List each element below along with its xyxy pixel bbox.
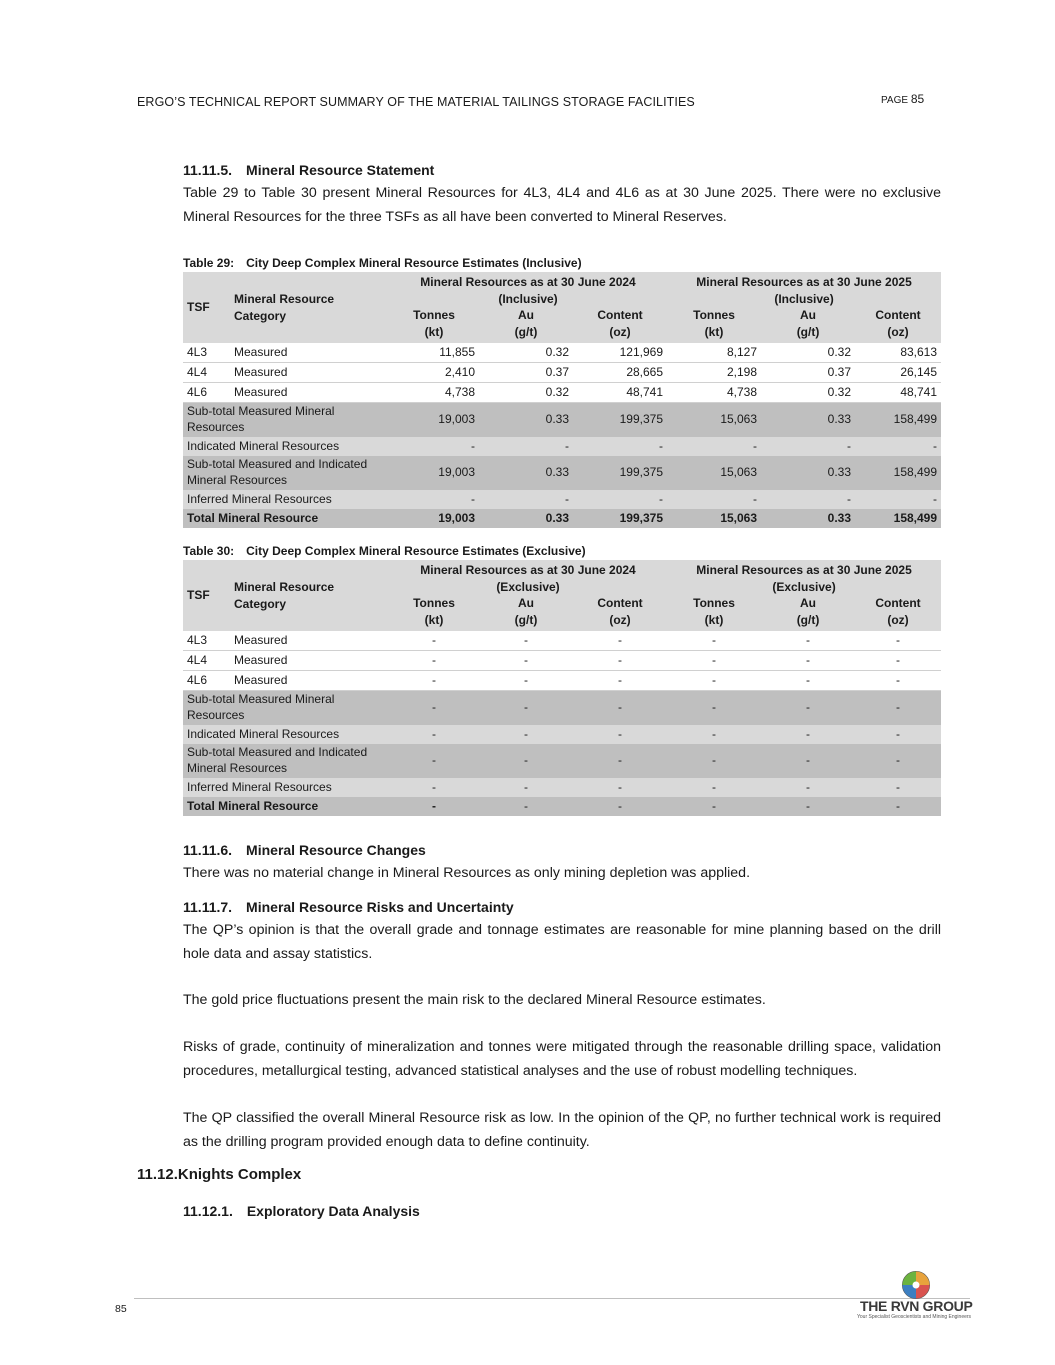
header-au: Au (761, 307, 855, 324)
cell-value: 19,003 (389, 456, 479, 490)
cell-value: 2,198 (667, 363, 761, 383)
cell-value: - (389, 797, 479, 816)
header-group-2025-line2: (Exclusive) (772, 579, 836, 594)
cell-value: - (667, 671, 761, 691)
cell-value: - (389, 744, 479, 778)
cell-value: 0.32 (479, 343, 573, 363)
cell-tsf: 4L6 (183, 383, 228, 403)
cell-label: Sub-total Measured and Indicated Mineral Resources (183, 744, 389, 778)
cell-label: Sub-total Measured Mineral Resources (183, 403, 389, 438)
page-number: 85 (910, 92, 925, 106)
cell-value: 0.32 (761, 383, 855, 403)
total-row (183, 509, 941, 528)
header-group-2024 (389, 272, 667, 307)
table-row (183, 383, 941, 403)
cell-value: 15,063 (667, 509, 761, 528)
cell-value: - (389, 691, 479, 726)
cell-value: - (389, 437, 479, 456)
cell-value: - (855, 725, 941, 744)
footer-page-number: 85 (115, 1303, 127, 1315)
cell-value: - (667, 744, 761, 778)
table-row (183, 437, 941, 456)
cell-value: 0.33 (761, 509, 855, 528)
cell-value: 0.33 (761, 456, 855, 490)
cell-label: Sub-total Measured Mineral Resources (183, 691, 389, 726)
cell-value: 28,665 (573, 363, 667, 383)
cell-value: 199,375 (573, 456, 667, 490)
table-29 (183, 272, 941, 528)
header-group-2024 (389, 560, 667, 595)
header-category (228, 560, 389, 631)
header-au: Au (761, 595, 855, 612)
header-group-2024-line2: (Exclusive) (496, 579, 560, 594)
cell-value: - (667, 797, 761, 816)
cell-value: - (479, 631, 573, 651)
cell-value: - (479, 744, 573, 778)
table-row (183, 343, 941, 363)
header-unit-oz: (oz) (855, 324, 941, 344)
total-row (183, 797, 941, 816)
header-group-2025-line1: Mineral Resources as at 30 June 2025 (696, 275, 912, 289)
cell-value: - (479, 671, 573, 691)
header-group-2025-line1: Mineral Resources as at 30 June 2025 (696, 563, 912, 577)
header-group-2024-line1: Mineral Resources as at 30 June 2024 (420, 275, 636, 289)
cell-value: 0.37 (761, 363, 855, 383)
paragraph-resource-statement: Table 29 to Table 30 present Mineral Resources for 4L3, 4L4 and 4L6 as at 30 June 2025. There were no exclusive Mineral Resources for the three TSFs as all have been converted to Mineral Reserves. (183, 185, 941, 225)
cell-tsf: 4L6 (183, 671, 228, 691)
cell-label: Total Mineral Resource (183, 797, 389, 816)
header-content: Content (855, 595, 941, 612)
cell-value: - (573, 490, 667, 509)
cell-value: 48,741 (573, 383, 667, 403)
header-group-2024-line1: Mineral Resources as at 30 June 2024 (420, 563, 636, 577)
cell-tsf: 4L3 (183, 631, 228, 651)
header-tonnes: Tonnes (389, 307, 479, 324)
table-header-row (183, 560, 941, 595)
cell-value: 0.33 (479, 509, 573, 528)
cell-value: - (573, 631, 667, 651)
table-30-caption: Table 30: City Deep Complex Mineral Resource Estimates (Exclusive) (183, 544, 586, 558)
cell-label: Inferred Mineral Resources (183, 490, 389, 509)
cell-value: 4,738 (389, 383, 479, 403)
cell-value: - (389, 671, 479, 691)
cell-value: - (761, 778, 855, 797)
cell-value: 83,613 (855, 343, 941, 363)
cell-category: Measured (228, 671, 389, 691)
table-row (183, 651, 941, 671)
cell-value: 121,969 (573, 343, 667, 363)
cell-value: - (855, 631, 941, 651)
cell-value: 158,499 (855, 456, 941, 490)
cell-value: 199,375 (573, 403, 667, 438)
cell-value: 11,855 (389, 343, 479, 363)
cell-value: - (761, 437, 855, 456)
cell-value: 0.33 (479, 456, 573, 490)
cell-value: - (479, 725, 573, 744)
cell-value: 19,003 (389, 403, 479, 438)
running-header-page (881, 92, 924, 106)
cell-value: - (479, 490, 573, 509)
cell-value: 15,063 (667, 456, 761, 490)
header-content: Content (573, 307, 667, 324)
table-row (183, 671, 941, 691)
cell-value: - (667, 631, 761, 651)
rvn-logo-icon (901, 1270, 931, 1300)
header-unit-oz: (oz) (573, 324, 667, 344)
cell-value: - (389, 778, 479, 797)
header-au: Au (479, 595, 573, 612)
rvn-logo-tagline: Your Specialist Geoscientists and Mining Engineers (857, 1314, 972, 1320)
table-29-caption: Table 29: City Deep Complex Mineral Resource Estimates (Inclusive) (183, 256, 582, 270)
header-unit-kt: (kt) (667, 324, 761, 344)
cell-category: Measured (228, 651, 389, 671)
cell-value: 158,499 (855, 509, 941, 528)
cell-value: 48,741 (855, 383, 941, 403)
header-group-2025 (667, 272, 941, 307)
cell-label: Inferred Mineral Resources (183, 778, 389, 797)
header-unit-gt: (g/t) (479, 612, 573, 632)
cell-value: - (855, 778, 941, 797)
cell-value: - (855, 651, 941, 671)
cell-tsf: 4L3 (183, 343, 228, 363)
subtotal-row (183, 691, 941, 726)
table-30 (183, 560, 941, 816)
table-row (183, 725, 941, 744)
cell-value: - (667, 725, 761, 744)
cell-value: - (761, 744, 855, 778)
cell-value: - (761, 725, 855, 744)
cell-value: - (573, 797, 667, 816)
header-tonnes: Tonnes (667, 595, 761, 612)
cell-value: 2,410 (389, 363, 479, 383)
section-heading-11-12-1: 11.12.1. Exploratory Data Analysis (183, 1203, 420, 1219)
cell-value: - (761, 671, 855, 691)
cell-value: - (573, 437, 667, 456)
cell-value: - (479, 691, 573, 726)
paragraph-risk-classification: The QP classified the overall Mineral Resource risk as low. In the opinion of the QP, no further technical work is required as the drilling program provided enough data to define continuity. (183, 1110, 941, 1150)
table-row (183, 631, 941, 651)
subtotal-row (183, 744, 941, 778)
paragraph-gold-price-risk: The gold price fluctuations present the main risk to the declared Mineral Resource estimates. (183, 992, 766, 1008)
cell-label: Indicated Mineral Resources (183, 725, 389, 744)
cell-tsf: 4L4 (183, 363, 228, 383)
cell-value: - (667, 651, 761, 671)
table-header-row (183, 272, 941, 307)
cell-tsf: 4L4 (183, 651, 228, 671)
cell-value: - (761, 651, 855, 671)
cell-value: - (667, 778, 761, 797)
section-heading-11-11-7: 11.11.7. Mineral Resource Risks and Uncertainty (183, 899, 514, 915)
paragraph-resource-changes: There was no material change in Mineral Resources as only mining depletion was applied. (183, 865, 751, 881)
cell-value: 26,145 (855, 363, 941, 383)
header-category-line2: Category (234, 596, 287, 611)
header-unit-gt: (g/t) (761, 324, 855, 344)
header-tsf: TSF (183, 272, 228, 343)
cell-value: 4,738 (667, 383, 761, 403)
cell-value: - (573, 671, 667, 691)
cell-value: 0.32 (761, 343, 855, 363)
cell-value: - (573, 778, 667, 797)
cell-value: - (573, 744, 667, 778)
header-content: Content (573, 595, 667, 612)
cell-value: - (855, 671, 941, 691)
table-row (183, 363, 941, 383)
header-category-line1: Mineral Resource (234, 292, 335, 306)
section-heading-11-11-5: 11.11.5. Mineral Resource Statement (183, 162, 435, 178)
cell-value: - (573, 725, 667, 744)
header-tonnes: Tonnes (667, 307, 761, 324)
cell-value: - (667, 490, 761, 509)
cell-value: - (855, 797, 941, 816)
header-category-line2: Category (234, 308, 287, 323)
cell-value: 0.33 (761, 403, 855, 438)
header-unit-kt: (kt) (389, 324, 479, 344)
section-heading-11-11-6: 11.11.6. Mineral Resource Changes (183, 842, 426, 858)
subtotal-row (183, 456, 941, 490)
table-row (183, 490, 941, 509)
cell-value: - (761, 691, 855, 726)
header-unit-gt: (g/t) (761, 612, 855, 632)
cell-value: 0.37 (479, 363, 573, 383)
header-category-line1: Mineral Resource (234, 580, 335, 594)
cell-value: - (389, 725, 479, 744)
cell-label: Indicated Mineral Resources (183, 437, 389, 456)
header-content: Content (855, 307, 941, 324)
cell-value: 15,063 (667, 403, 761, 438)
cell-value: - (855, 437, 941, 456)
header-unit-oz: (oz) (855, 612, 941, 632)
header-au: Au (479, 307, 573, 324)
running-header-title: ERGO’S TECHNICAL REPORT SUMMARY OF THE MATERIAL TAILINGS STORAGE FACILITIES (137, 95, 695, 109)
cell-value: - (761, 631, 855, 651)
cell-value: - (389, 490, 479, 509)
section-heading-11-12: 11.12.Knights Complex (137, 1166, 302, 1183)
cell-value: - (855, 744, 941, 778)
cell-value: - (479, 778, 573, 797)
paragraph-risk-mitigation: Risks of grade, continuity of mineralization and tonnes were mitigated through the reasonable drilling space, validation procedures, metallurgical testing, advanced statistical analyses and the use of robust modelling techniques. (183, 1039, 941, 1079)
header-unit-kt: (kt) (667, 612, 761, 632)
cell-value: - (479, 797, 573, 816)
page-label: PAGE (881, 95, 909, 106)
cell-value: 0.32 (479, 383, 573, 403)
header-unit-gt: (g/t) (479, 324, 573, 344)
header-category (228, 272, 389, 343)
cell-value: - (667, 691, 761, 726)
table-row (183, 778, 941, 797)
cell-value: - (479, 651, 573, 671)
cell-value: - (855, 490, 941, 509)
cell-value: 8,127 (667, 343, 761, 363)
cell-category: Measured (228, 363, 389, 383)
cell-value: - (389, 651, 479, 671)
header-unit-oz: (oz) (573, 612, 667, 632)
cell-category: Measured (228, 631, 389, 651)
cell-value: - (479, 437, 573, 456)
cell-value: 199,375 (573, 509, 667, 528)
cell-value: - (667, 437, 761, 456)
header-group-2025 (667, 560, 941, 595)
cell-value: - (573, 651, 667, 671)
footer-divider (134, 1298, 970, 1299)
cell-category: Measured (228, 383, 389, 403)
cell-value: - (761, 797, 855, 816)
cell-value: - (573, 691, 667, 726)
rvn-logo-text: THE RVN GROUP (860, 1298, 973, 1314)
header-unit-kt: (kt) (389, 612, 479, 632)
cell-label: Total Mineral Resource (183, 509, 389, 528)
subtotal-row (183, 403, 941, 438)
cell-value: 19,003 (389, 509, 479, 528)
header-tonnes: Tonnes (389, 595, 479, 612)
cell-value: 0.33 (479, 403, 573, 438)
cell-value: - (855, 691, 941, 726)
header-group-2025-line2: (Inclusive) (774, 291, 834, 306)
cell-value: 158,499 (855, 403, 941, 438)
paragraph-risk-opinion: The QP’s opinion is that the overall grade and tonnage estimates are reasonable for mine planning based on the drill hole data and assay statistics. (183, 922, 941, 962)
cell-category: Measured (228, 343, 389, 363)
cell-value: - (389, 631, 479, 651)
header-group-2024-line2: (Inclusive) (498, 291, 558, 306)
cell-value: - (761, 490, 855, 509)
cell-label: Sub-total Measured and Indicated Mineral Resources (183, 456, 389, 490)
header-tsf: TSF (183, 560, 228, 631)
